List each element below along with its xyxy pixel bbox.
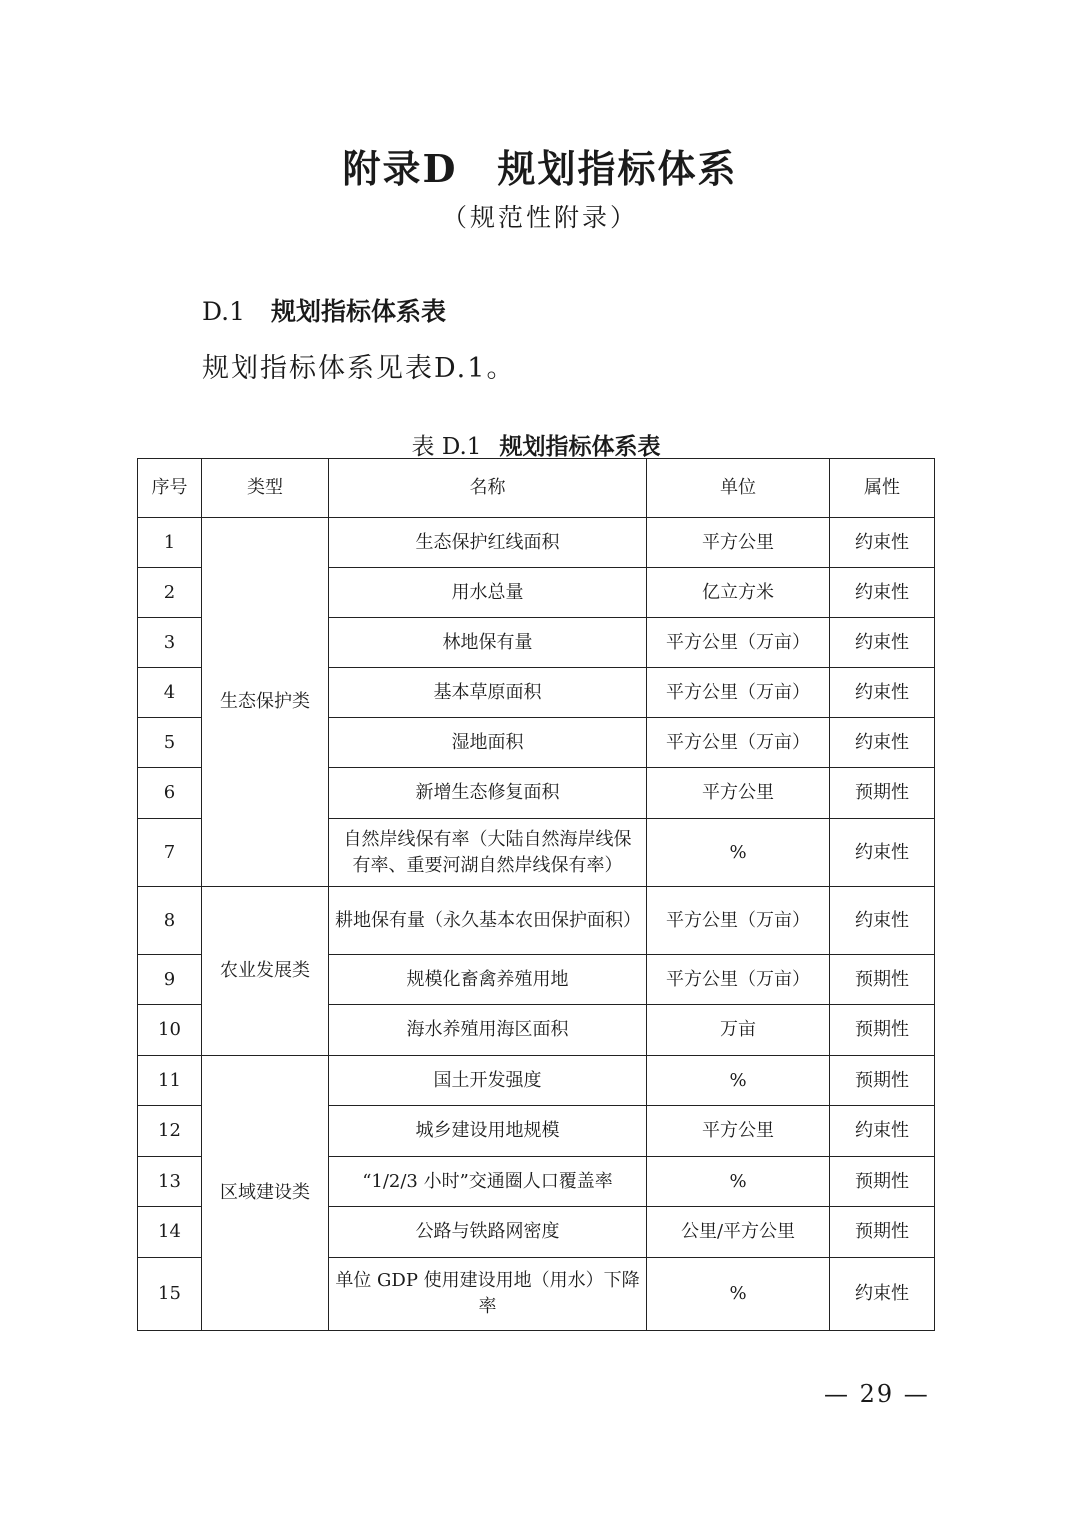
cell-unit: 平方公里（万亩）	[647, 955, 830, 1005]
cell-seq: 7	[138, 819, 202, 887]
section-heading-text: 规划指标体系表	[271, 297, 447, 326]
header-seq: 序号	[138, 459, 202, 518]
page-number: — 29 —	[824, 1380, 930, 1408]
table-caption-title: 规划指标体系表	[499, 433, 661, 460]
page-subtitle: （规范性附录）	[441, 203, 638, 232]
table-caption	[0, 428, 1072, 461]
cell-seq: 8	[138, 887, 202, 955]
cell-unit: %	[647, 1258, 830, 1331]
cell-seq: 9	[138, 955, 202, 1005]
cell-type: 生态保护类	[202, 518, 329, 887]
section-number: D.1	[202, 297, 246, 326]
table-row	[138, 518, 935, 568]
table-caption-number: 表 D.1	[411, 434, 482, 460]
cell-seq: 3	[138, 618, 202, 668]
cell-name: 单位 GDP 使用建设用地（用水）下降率	[329, 1258, 647, 1331]
cell-name: 用水总量	[329, 568, 647, 618]
cell-name: 公路与铁路网密度	[329, 1207, 647, 1258]
cell-attr: 约束性	[830, 718, 935, 768]
cell-name: 生态保护红线面积	[329, 518, 647, 568]
cell-seq: 13	[138, 1157, 202, 1207]
indicator-table	[137, 458, 935, 1331]
cell-attr: 约束性	[830, 1106, 935, 1157]
header-type: 类型	[202, 459, 329, 518]
cell-seq: 4	[138, 668, 202, 718]
cell-unit: %	[647, 1056, 830, 1106]
cell-attr: 预期性	[830, 955, 935, 1005]
cell-attr: 预期性	[830, 1157, 935, 1207]
cell-seq: 15	[138, 1258, 202, 1331]
page-title: 附录D 规划指标体系	[342, 146, 738, 191]
cell-attr: 约束性	[830, 1258, 935, 1331]
table-body	[138, 518, 935, 1331]
header-name: 名称	[329, 459, 647, 518]
cell-attr: 约束性	[830, 887, 935, 955]
cell-name: 湿地面积	[329, 718, 647, 768]
cell-unit: 平方公里	[647, 1106, 830, 1157]
header-attr: 属性	[830, 459, 935, 518]
cell-unit: 平方公里	[647, 768, 830, 819]
cell-name: 国土开发强度	[329, 1056, 647, 1106]
cell-attr: 约束性	[830, 819, 935, 887]
cell-unit: 平方公里	[647, 518, 830, 568]
cell-seq: 11	[138, 1056, 202, 1106]
cell-attr: 预期性	[830, 1056, 935, 1106]
section-body: 规划指标体系见表D.1。	[202, 353, 516, 384]
cell-name: 自然岸线保有率（大陆自然海岸线保有率、重要河湖自然岸线保有率）	[329, 819, 647, 887]
cell-name: “1/2/3 小时”交通圈人口覆盖率	[329, 1157, 647, 1207]
cell-seq: 1	[138, 518, 202, 568]
cell-name: 林地保有量	[329, 618, 647, 668]
cell-unit: 公里/平方公里	[647, 1207, 830, 1258]
cell-type: 农业发展类	[202, 887, 329, 1056]
table-header-row	[138, 459, 935, 518]
cell-unit: 万亩	[647, 1005, 830, 1056]
cell-name: 耕地保有量（永久基本农田保护面积）	[329, 887, 647, 955]
cell-seq: 10	[138, 1005, 202, 1056]
cell-unit: 平方公里（万亩）	[647, 718, 830, 768]
cell-unit: %	[647, 819, 830, 887]
cell-seq: 5	[138, 718, 202, 768]
cell-attr: 预期性	[830, 1005, 935, 1056]
cell-attr: 约束性	[830, 668, 935, 718]
cell-unit: 平方公里（万亩）	[647, 668, 830, 718]
cell-name: 城乡建设用地规模	[329, 1106, 647, 1157]
cell-seq: 14	[138, 1207, 202, 1258]
cell-name: 新增生态修复面积	[329, 768, 647, 819]
cell-seq: 2	[138, 568, 202, 618]
cell-unit: %	[647, 1157, 830, 1207]
cell-attr: 预期性	[830, 1207, 935, 1258]
cell-attr: 约束性	[830, 618, 935, 668]
cell-unit: 平方公里（万亩）	[647, 618, 830, 668]
cell-seq: 12	[138, 1106, 202, 1157]
cell-unit: 平方公里（万亩）	[647, 887, 830, 955]
table-row	[138, 887, 935, 955]
cell-name: 基本草原面积	[329, 668, 647, 718]
cell-name: 海水养殖用海区面积	[329, 1005, 647, 1056]
cell-unit: 亿立方米	[647, 568, 830, 618]
cell-attr: 约束性	[830, 568, 935, 618]
cell-type: 区域建设类	[202, 1056, 329, 1331]
cell-seq: 6	[138, 768, 202, 819]
cell-attr: 约束性	[830, 518, 935, 568]
section-heading	[202, 292, 446, 328]
cell-name: 规模化畜禽养殖用地	[329, 955, 647, 1005]
cell-attr: 预期性	[830, 768, 935, 819]
header-unit: 单位	[647, 459, 830, 518]
table-row	[138, 1056, 935, 1106]
